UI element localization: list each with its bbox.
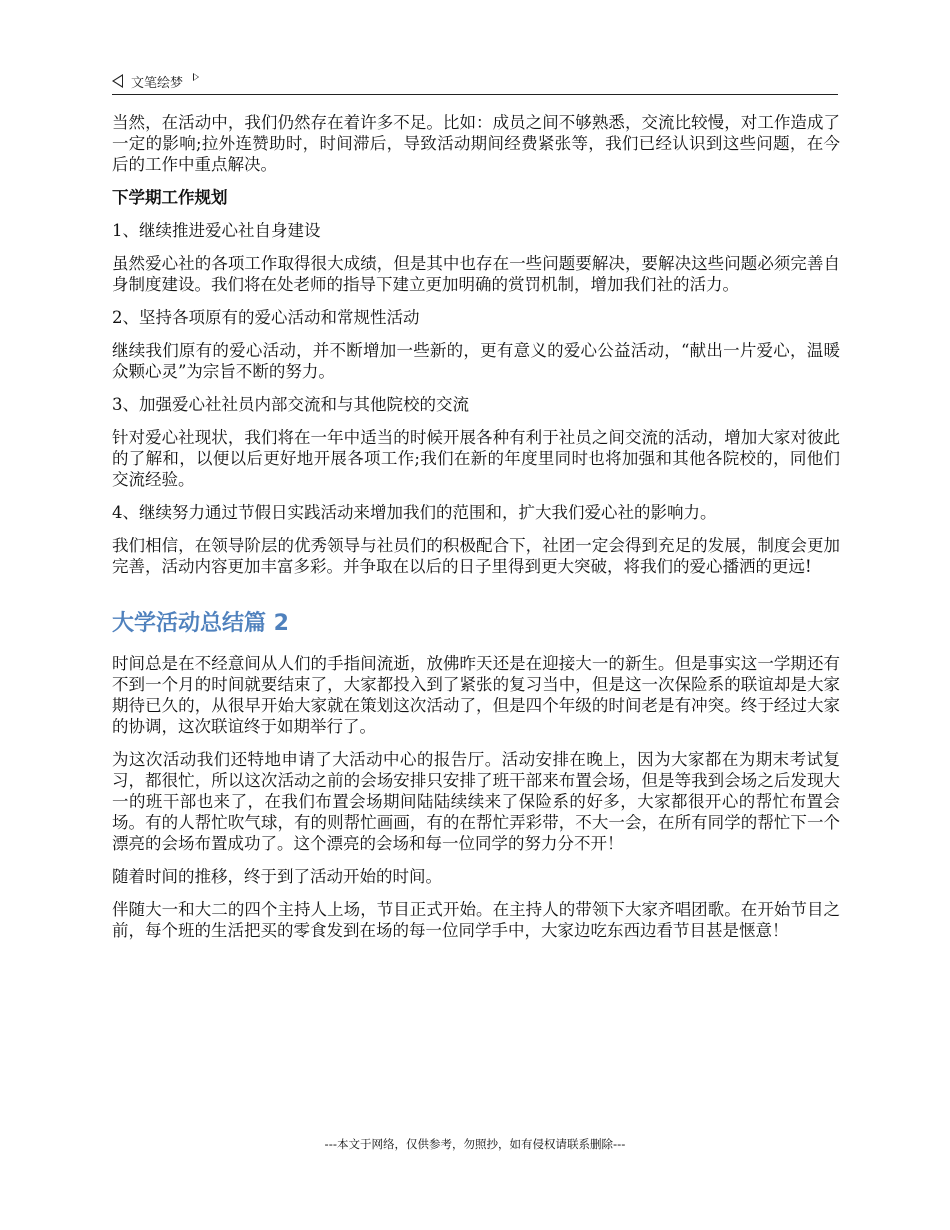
item-2-title: 2、坚持各项原有的爱心活动和常规性活动 <box>112 308 420 327</box>
section-2-paragraph-1: 时间总是在不经意间从人们的手指间流逝，放佛昨天还是在迎接大一的新生。但是事实这一学期还有不到一个月的时间就要结束了，大家都投入到了紧张的复习当中，但是这一次保险系的联谊却是大家期待已久的，从很早开始大家就在策划这次活动了，但是四个年级的时间老是有冲突。终于经过大家的协调，这次联谊终于如期举行了。 <box>112 654 840 736</box>
triangle-left-icon <box>112 74 123 88</box>
section-2-paragraph-2: 为这次活动我们还特地申请了大活动中心的报告厅。活动安排在晚上，因为大家都在为期末考试复习，都很忙，所以这次活动之前的会场安排只安排了班干部来布置会场，但是等我到会场之后发现大一的班干部也来了，在我们布置会场期间陆陆续续来了保险系的好多，大家都很开心的帮忙布置会场。有的人帮忙吹气球，有的则帮忙画画，有的在帮忙弄彩带，不大一会，在所有同学的帮忙下一个漂亮的会场布置成功了。这个漂亮的会场和每一位同学的努力分不开！ <box>112 750 840 853</box>
paragraph-intro: 当然，在活动中，我们仍然存在着许多不足。比如：成员之间不够熟悉，交流比较慢，对工作造成了一定的影响;拉外连赞助时，时间滞后，导致活动期间经费紧张等，我们已经认识到这些问题，在今后的工作中重点解决。 <box>112 113 840 174</box>
document-body <box>112 112 840 953</box>
section-2-heading: 大学活动总结篇 2 <box>112 611 289 636</box>
item-2-text: 继续我们原有的爱心活动，并不断增加一些新的，更有意义的爱心公益活动，“献出一片爱心，温暖众颗心灵”为宗旨不断的努力。 <box>112 341 840 381</box>
triangle-right-icon <box>193 73 199 81</box>
closing-paragraph: 我们相信，在领导阶层的优秀领导与社员们的积极配合下，社团一定会得到充足的发展，制度会更加完善，活动内容更加丰富多彩。并争取在以后的日子里得到更大突破，将我们的爱心播洒的更远! <box>112 536 840 576</box>
header-title: 文笔绘梦 <box>131 75 184 91</box>
item-1-text: 虽然爱心社的各项工作取得很大成绩，但是其中也存在一些问题要解决，要解决这些问题必须完善自身制度建设。我们将在处老师的指导下建立更加明确的赏罚机制，增加我们社的活力。 <box>112 254 840 294</box>
item-1-title: 1、继续推进爱心社自身建设 <box>112 221 321 240</box>
section-2-paragraph-4: 伴随大一和大二的四个主持人上场，节目正式开始。在主持人的带领下大家齐唱团歌。在开始节目之前，每个班的生活把买的零食发到在场的每一位同学手中，大家边吃东西边看节目甚是惬意！ <box>112 900 840 940</box>
section-2-paragraph-3: 随着时间的推移，终于到了活动开始的时间。 <box>112 867 442 886</box>
footer-notice: ---本文于网络，仅供参考，勿照抄，如有侵权请联系删除--- <box>324 1137 626 1151</box>
item-3-title: 3、加强爱心社社员内部交流和与其他院校的交流 <box>112 395 469 414</box>
page-header <box>112 68 838 95</box>
plan-heading: 下学期工作规划 <box>112 188 228 207</box>
item-4-title: 4、继续努力通过节假日实践活动来增加我们的范围和，扩大我们爱心社的影响力。 <box>112 503 717 522</box>
item-3-text: 针对爱心社现状，我们将在一年中适当的时候开展各种有利于社员之间交流的活动，增加大家对彼此的了解和，以便以后更好地开展各项工作;我们在新的年度里同时也将加强和其他各院校的，同他们交流经验。 <box>112 428 840 489</box>
